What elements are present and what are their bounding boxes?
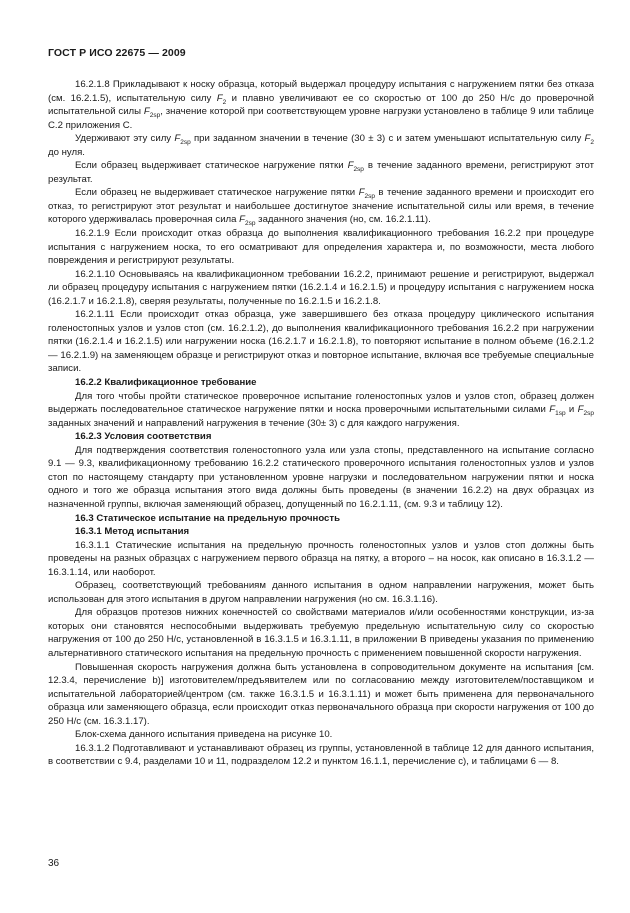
paragraph: Для того чтобы пройти статическое проверочное испытание голеностопных узлов и узлов стоп, образец должен выдержать последовательное статическое нагружение пятки и носка проверочными испытательными силами $F_{1sp}$ и $F_{2sp}$ заданных значений и направлений нагружения в течение (30± 3) с для каждого нагружения.	[48, 390, 594, 429]
paragraph: 16.2.1.11 Если происходит отказ образца, уже завершившего без отказа процедуру циклического испытания голеностопных узлов и узлов стоп (см. 16.2.1.2), до выполнения квалификационного требования 16.2.2 при нагружении пятки (16.2.1.4 и 16.2.1.5) или нагружении носка (16.2.1.7 и 16.2.1.8), то повторяют испытание в полном объеме (16.2.1.2 — 16.2.1.9) на заменяющем образце и регистрируют отказ и повторное испытание, включая все требуемые специальные записи.	[48, 309, 594, 375]
paragraph: Повышенная скорость нагружения должна быть установлена в сопроводительном документе на испытания [см. 12.3.4, перечисление b)] изготовителем/предъявителем или по согласованию между изготовителем/поставщиком и испытательной лабораторией/центром (см. также 16.3.1.5 и 16.3.1.11) и может быть применена для первоначального образца или заменяющего образца, если происходит отказ первоначального образца при скорости нагружения от 100 до 250 Н/с (см. 16.3.1.17).	[48, 661, 594, 727]
paragraph: Блок-схема данного испытания приведена на рисунке 10.	[75, 729, 333, 741]
document-body	[48, 78, 594, 769]
section-heading: 16.3 Статическое испытание на предельную прочность	[75, 512, 340, 524]
paragraph: 16.2.1.9 Если происходит отказ образца до выполнения квалификационного требования 16.2.2 при процедуре испытания с нагружением носка, то его осматривают для определения характера и, по возможности, места любого повреждения и регистрируют результаты.	[48, 228, 594, 267]
paragraph: Для подтверждения соответствия голеностопного узла или узла стопы, представленного на испытание согласно 9.1 — 9.3, квалификационному требованию 16.2.2 статического проверочного испытания голеностопных узлов и узлов стоп по настоящему стандарту при установленном уровне нагрузки и последовательном нагружении пятки и носка одного и того же образца испытания этого вида должны быть проведены (в значении 16.2.2) на двух образцах из назначенной группы, включая заменяющий образец, допущенный по 16.2.1.11, (см. 9.3 и таблицу 12).	[48, 444, 594, 510]
page-number: 36	[48, 858, 60, 869]
paragraph: Если образец не выдерживает статическое нагружение пятки $F_{2sp}$ в течение заданного времени и происходит его отказ, то регистрируют этот результат и наибольшее достигнутое значение испытательной силы или время, в течение которого удерживалась проверочная сила $F_{2sp}$ заданного значения (но, см. 16.2.1.11).	[48, 187, 594, 228]
paragraph: Для образцов протезов нижних конечностей со свойствами материалов и/или особенностями конструкции, из-за которых они становятся неспособными выдерживать требуемую предельную испытательную силу со скоростью нагружения от 100 до 250 Н/с, установленной в 16.3.1.5 и 16.3.1.11, в приложении В приведены указания по применению альтернативного статического испытания на предельную прочность с применением повышенной скорости нагружения.	[48, 607, 594, 659]
paragraph: 16.2.1.10 Основываясь на квалификационном требовании 16.2.2, принимают решение и регистрируют, выдержал ли образец процедуру испытания с нагружением пятки (16.2.1.4 и 16.2.1.5) и процедуру испытания с нагружением носка (16.2.1.7 и 16.2.1.8), сверяя результаты, полученные по 16.2.1.5 и 16.2.1.8.	[48, 268, 594, 307]
paragraph: 16.3.1.1 Статические испытания на предельную прочность голеностопных узлов и узлов стоп должны быть проведены на разных образцах с нагружением первого образца на пятку, а второго – на носок, как описано в 16.3.1.2 — 16.3.1.14, или наоборот.	[48, 539, 594, 578]
paragraph: 16.2.1.8 Прикладывают к носку образца, который выдержал процедуру испытания с нагружением пятки без отказа (см. 16.2.1.5), испытательную силу $F_2$ и плавно увеличивают ее со скоростью от 100 до 250 Н/с до проверочной испытательной силы $F_{2sp}$, значение которой при соответствующем уровне нагрузки установлено в таблице 9 или таблице С.2 приложения С.	[48, 79, 594, 131]
section-heading: 16.3.1 Метод испытания	[75, 526, 190, 538]
paragraph: 16.3.1.2 Подготавливают и устанавливают образец из группы, установленной в таблице 12 для данного испытания, в соответствии с 9.4, разделами 10 и 11, подразделом 12.2 и пунктом 16.1.1, перечисление с), и таблицами 6 — 8.	[48, 742, 594, 768]
section-heading: 16.2.3 Условия соответствия	[75, 431, 212, 443]
document-header: ГОСТ Р ИСО 22675 — 2009	[48, 47, 186, 59]
paragraph: Если образец выдерживает статическое нагружение пятки $F_{2sp}$ в течение заданного времени, регистрируют этот результат.	[48, 160, 594, 185]
section-heading: 16.2.2 Квалификационное требование	[75, 377, 257, 389]
paragraph: Удерживают эту силу $F_{2sp}$ при заданном значении в течение (30 ± 3) с и затем уменьшают испытательную силу $F_2$ до нуля.	[48, 133, 595, 158]
paragraph: Образец, соответствующий требованиям данного испытания в одном направлении нагружения, может быть использован для этого испытания в другом направлении нагружения (но см. 16.3.1.16).	[48, 580, 594, 605]
